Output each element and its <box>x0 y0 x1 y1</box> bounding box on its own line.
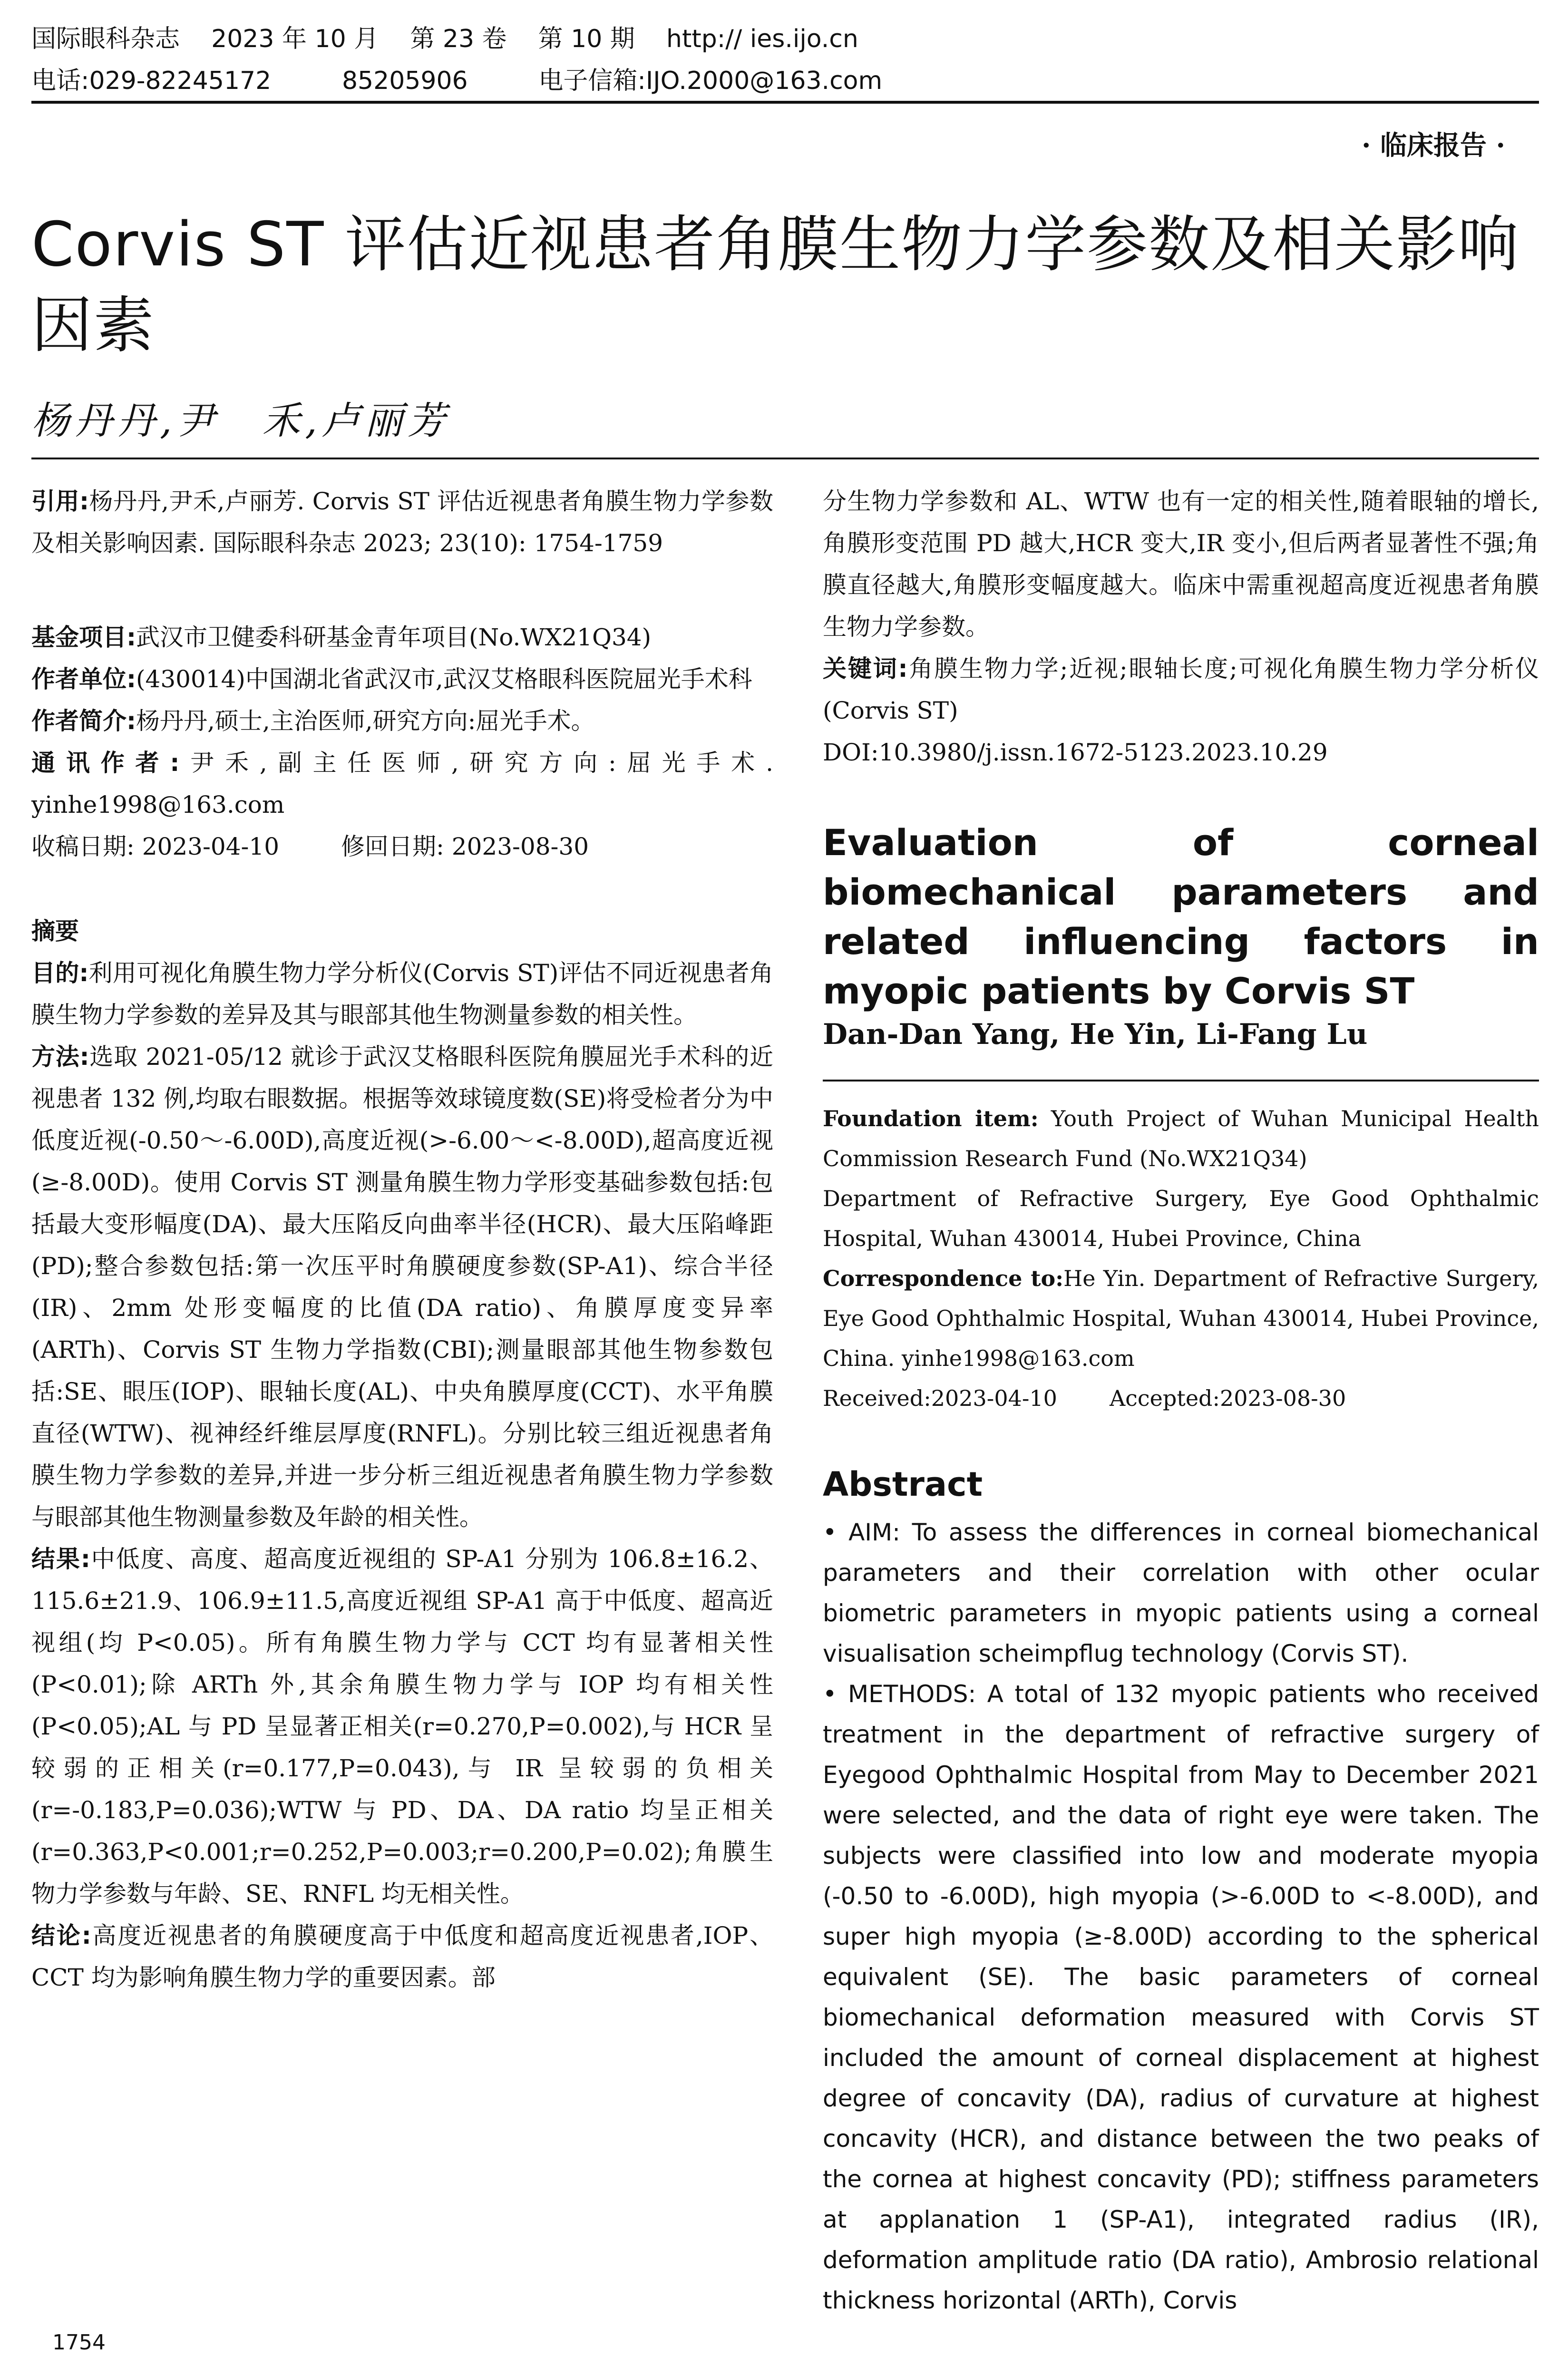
aim-en: • AIM: To assess the differences in corneal biomechanical parameters and their correlation with other ocular biometric parameters in myopic patients using a corneal visualisation scheimpflug technology (Corvis ST). <box>823 1519 1539 1667</box>
methods-cn <box>31 1036 773 1538</box>
title-rule <box>31 458 1539 459</box>
correspondence-en <box>823 1258 1539 1378</box>
corr-label: 通讯作者: <box>31 749 180 777</box>
affil-text: (430014)中国湖北省武汉市,武汉艾格眼科医院屈光手术科 <box>136 665 752 693</box>
affil-label: 作者单位: <box>31 665 136 693</box>
page-number: 1754 <box>52 2330 106 2355</box>
received-cn: 收稿日期: 2023-04-10 <box>31 833 280 860</box>
article-title: Corvis ST 评估近视患者角膜生物力学参数及相关影响因素 <box>31 209 1520 361</box>
conclusion-cn <box>31 1915 773 1998</box>
english-title: Evaluation of corneal biomechanical parameters and related influencing factors in myopic patients by Corvis ST <box>823 821 1539 1012</box>
right-column-cn <box>823 480 1539 773</box>
keywords-label: 关键词: <box>823 655 908 682</box>
correspondence-cn <box>31 742 773 826</box>
journal-header-line1: 国际眼科杂志 2023 年 10 月 第 23 卷 第 10 期 http:// ies.ijo.cn <box>31 25 858 53</box>
foundation-text: Youth Project of Wuhan Municipal Health Commission Research Fund (No.WX21Q34) <box>823 1106 1539 1171</box>
keywords-cn <box>823 648 1539 731</box>
dates-en <box>823 1378 1539 1418</box>
methods-label-cn: 方法: <box>31 1043 89 1071</box>
author-bio <box>31 700 773 742</box>
methods-text-cn: 选取 2021-05/12 就诊于武汉艾格眼科医院角膜屈光手术科的近视患者 132 例,均取右眼数据。根据等效球镜度数(SE)将受检者分为中低度近视(-0.50～-6.00D),高度近视(>-6.00～<-8.00D),超高度近视(≥-8.00D)。使用 Corvis ST 测量角膜生物力学形变基础参数包括:包括最大变形幅度(DA)、最大压陷反向曲率半径(HCR)、最大压陷峰距(PD);整合参数包括:第一次压平时角膜硬度参数(SP-A1)、综合半径(IR)、2mm 处形变幅度的比值(DA ratio)、角膜厚度变异率(ARTh)、Corvis ST 生物力学指数(CBI);测量眼部其他生物参数包括:SE、眼压(IOP)、眼轴长度(AL)、中央角膜厚度(CCT)、水平角膜直径(WTW)、视神经纤维层厚度(RNFL)。分别比较三组近视患者角膜生物力学参数的差异,并进一步分析三组近视患者角膜生物力学参数与眼部其他生物测量参数及年龄的相关性。 <box>31 1043 773 1531</box>
affiliation <box>31 658 773 700</box>
fund-text: 武汉市卫健委科研基金青年项目(No.WX21Q34) <box>136 623 652 651</box>
abstract-heading-en: Abstract <box>823 1465 983 1504</box>
correspondence-text-en: He Yin. Department of Refractive Surgery, Eye Good Ophthalmic Hospital, Wuhan 430014, Hubei Province, China. yinhe1998@163.com <box>823 1266 1539 1371</box>
results-label-cn: 结果: <box>31 1545 90 1573</box>
fund <box>31 616 773 658</box>
conclusion-text-cn: 高度近视患者的角膜硬度高于中低度和超高度近视患者,IOP、CCT 均为影响角膜生物力学的重要因素。部 <box>31 1922 774 1991</box>
conclusion-continued: 分生物力学参数和 AL、WTW 也有一定的相关性,随着眼轴的增长,角膜形变范围 PD 越大,HCR 变大,IR 变小,但后两者显著性不强;角膜直径越大,角膜形变幅度越大。临床中需重视超高度近视患者角膜生物力学参数。 <box>823 487 1539 641</box>
results-text-cn: 中低度、高度、超高度近视组的 SP-A1 分别为 106.8±16.2、115.6±21.9、106.9±11.5,高度近视组 SP-A1 高于中低度、超高近视组(均 P<0.05)。所有角膜生物力学与 CCT 均有显著相关性(P<0.01);除 ARTh 外,其余角膜生物力学与 IOP 均有相关性(P<0.05);AL 与 PD 呈显著正相关(r=0.270,P=0.002),与 HCR 呈较弱的正相关(r=0.177,P=0.043),与 IR 呈较弱的负相关(r=-0.183,P=0.036);WTW 与 PD、DA、DA ratio 均呈正相关(r=0.363,P<0.001;r=0.252,P=0.003;r=0.200,P=0.02);角膜生物力学参数与年龄、SE、RNFL 均无相关性。 <box>31 1545 773 1908</box>
header-rule <box>31 101 1539 104</box>
methods-en: • METHODS: A total of 132 myopic patients who received treatment in the department of refractive surgery of Eyegood Ophthalmic Hospital from May to December 2021 were selected, and the data of right eye were taken. The subjects were classified into low and moderate myopia (-0.50 to -6.00D), high myopia (>-6.00D to <-8.00D), and super high myopia (≥-8.00D) according to the spherical equivalent (SE). The basic parameters of corneal biomechanical deformation measured with Corvis ST included the amount of corneal displacement at highest degree of concavity (DA), radius of curvature at highest concavity (HCR), and distance between the two peaks of the cornea at highest concavity (PD); stiffness parameters at applanation 1 (SP-A1), integrated radius (IR), deformation amplitude ratio (DA ratio), Ambrosio relational thickness horizontal (ARTh), Corvis <box>823 1680 1539 2314</box>
abstract-heading-cn: 摘要 <box>31 917 79 945</box>
left-column <box>31 480 773 1998</box>
english-authors-rule <box>823 1080 1539 1081</box>
aim-text-cn: 利用可视化角膜生物力学分析仪(Corvis ST)评估不同近视患者角膜生物力学参数的差异及其与眼部其他生物测量参数的相关性。 <box>31 959 773 1029</box>
english-front-matter <box>823 1099 1539 1418</box>
foundation-label: Foundation item: <box>823 1106 1039 1131</box>
citation-text: 杨丹丹,尹禾,卢丽芳. Corvis ST 评估近视患者角膜生物力学参数及相关影响因素. 国际眼科杂志 2023; 23(10): 1754-1759 <box>31 487 774 557</box>
department-en: Department of Refractive Surgery, Eye Good Ophthalmic Hospital, Wuhan 430014, Hubei Province, China <box>823 1186 1539 1251</box>
abstract-en <box>823 1512 1539 2321</box>
results-cn <box>31 1538 773 1915</box>
dates-cn <box>31 826 773 867</box>
doi: DOI:10.3980/j.issn.1672-5123.2023.10.29 <box>823 739 1328 766</box>
journal-header-line2: 电话:029-82245172 85205906 电子信箱:IJO.2000@163.com <box>31 67 883 95</box>
bio-text: 杨丹丹,硕士,主治医师,研究方向:屈光手术。 <box>136 707 595 735</box>
citation <box>31 480 773 564</box>
correspondence-label-en: Correspondence to: <box>823 1266 1064 1291</box>
aim-label-cn: 目的: <box>31 959 89 987</box>
conclusion-label-cn: 结论: <box>31 1922 91 1949</box>
section-tag: · 临床报告 · <box>1362 130 1505 161</box>
aim-cn <box>31 952 773 1036</box>
received-en: Received:2023-04-10 <box>823 1385 1057 1411</box>
keywords-text: 角膜生物力学;近视;眼轴长度;可视化角膜生物力学分析仪(Corvis ST) <box>823 655 1539 724</box>
corr-text: 尹禾,副主任医师,研究方向:屈光手术. yinhe1998@163.com <box>31 749 773 818</box>
fund-label: 基金项目: <box>31 623 136 651</box>
authors-cn: 杨丹丹,尹 禾,卢丽芳 <box>31 399 450 443</box>
bio-label: 作者简介: <box>31 707 136 735</box>
revised-cn: 修回日期: 2023-08-30 <box>341 833 589 860</box>
accepted-en: Accepted:2023-08-30 <box>1109 1385 1346 1411</box>
foundation-item <box>823 1099 1539 1179</box>
english-authors: Dan-Dan Yang, He Yin, Li-Fang Lu <box>823 1018 1368 1051</box>
citation-label: 引用: <box>31 487 89 515</box>
